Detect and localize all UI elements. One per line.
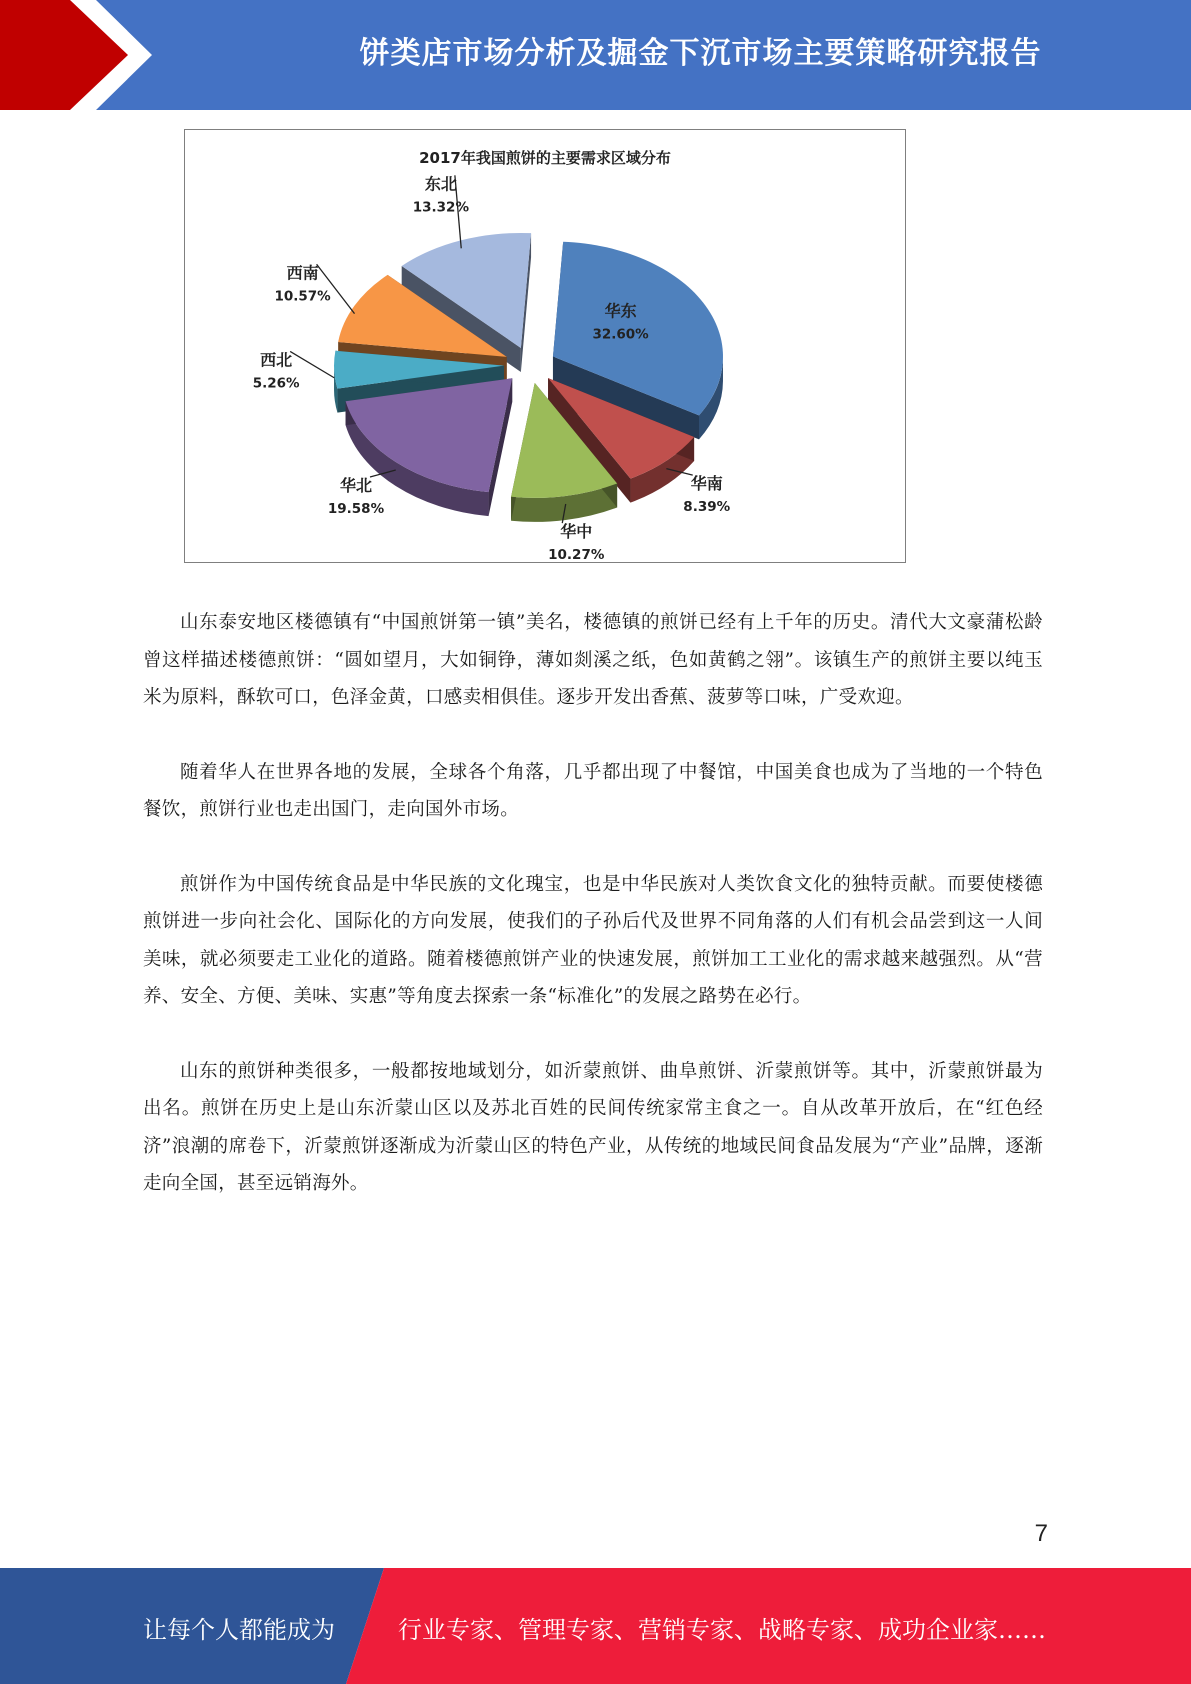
footer-slogan-right: 行业专家、管理专家、营销专家、战略专家、成功企业家…… xyxy=(398,1616,1046,1644)
pie-label-name-0: 华东 xyxy=(604,301,637,321)
pie-label-name-6: 东北 xyxy=(424,174,457,194)
pie-label-name-2: 华中 xyxy=(560,522,593,542)
article-body xyxy=(143,604,1043,1240)
paragraph-3: 煎饼作为中国传统食品是中华民族的文化瑰宝，也是中华民族对人类饮食文化的独特贡献。而要使楼德煎饼进一步向社会化、国际化的方向发展，使我们的子孙后代及世界不同角落的人们有机会品尝到这一人间美味，就必须要走工业化的道路。随着楼德煎饼产业的快速发展，煎饼加工工业化的需求越来越强烈。从“营养、安全、方便、美味、实惠”等角度去探索一条“标准化”的发展之路势在必行。 xyxy=(143,873,1043,1007)
pie-label-name-1: 华南 xyxy=(690,474,723,494)
header-title: 饼类店市场分析及掘金下沉市场主要策略研究报告 xyxy=(359,36,1042,71)
pie-chart xyxy=(185,130,905,562)
chart-title: 2017年我国煎饼的主要需求区域分布 xyxy=(419,149,671,167)
pie-label-value-1: 8.39% xyxy=(683,499,731,516)
paragraph-1: 山东泰安地区楼德镇有“中国煎饼第一镇”美名，楼德镇的煎饼已经有上千年的历史。清代大文豪蒲松龄曾这样描述楼德煎饼：“圆如望月，大如铜铮，薄如剡溪之纸，色如黄鹤之翎”。该镇生产的煎饼主要以纯玉米为原料，酥软可口，色泽金黄，口感卖相俱佳。逐步开发出香蕉、菠萝等口味，广受欢迎。 xyxy=(143,612,1043,708)
pie-label-value-0: 32.60% xyxy=(592,326,649,343)
pie-label-name-4: 西北 xyxy=(260,350,293,370)
header-red-arrow xyxy=(0,0,150,110)
pie-label-name-5: 西南 xyxy=(286,263,319,283)
page-number: 7 xyxy=(1034,1520,1048,1547)
page-footer xyxy=(0,1568,1191,1684)
page-header xyxy=(0,0,1191,110)
paragraph-2: 随着华人在世界各地的发展，全球各个角落，几乎都出现了中餐馆，中国美食也成为了当地的一个特色餐饮，煎饼行业也走出国门，走向国外市场。 xyxy=(143,761,1043,820)
pie-label-value-3: 19.58% xyxy=(327,501,385,518)
paragraph-4: 山东的煎饼种类很多，一般都按地域划分，如沂蒙煎饼、曲阜煎饼、沂蒙煎饼等。其中，沂蒙煎饼最为出名。煎饼在历史上是山东沂蒙山区以及苏北百姓的民间传统家常主食之一。自从改革开放后，在“红色经济”浪潮的席卷下，沂蒙煎饼逐渐成为沂蒙山区的特色产业，从传统的地域民间食品发展为“产业”品牌，逐渐走向全国，甚至远销海外。 xyxy=(143,1060,1043,1194)
footer-slogan-left: 让每个人都能成为 xyxy=(143,1616,335,1644)
pie-label-value-4: 5.26% xyxy=(252,375,300,392)
pie-chart-container xyxy=(184,129,906,563)
pie-label-value-6: 13.32% xyxy=(412,199,469,216)
pie-label-name-3: 华北 xyxy=(339,476,373,496)
pie-leader-line-4 xyxy=(290,351,334,377)
pie-label-value-5: 10.57% xyxy=(274,288,331,305)
pie-label-value-2: 10.27% xyxy=(548,547,605,562)
